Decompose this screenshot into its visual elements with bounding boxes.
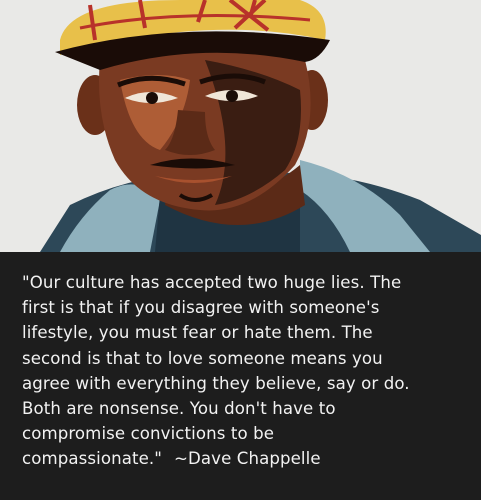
- quote-line-4: second is that to love someone means you: [22, 348, 383, 368]
- quote-line-8: [22, 446, 474, 471]
- quote-line-2: first is that if you disagree with someone's: [22, 298, 380, 318]
- quote-text: [22, 270, 474, 472]
- quote-line-6: Both are nonsense. You don't have to: [22, 399, 336, 419]
- quote-author: ~Dave Chappelle: [174, 449, 321, 469]
- quote-line-5: agree with everything they believe, say or do.: [22, 373, 410, 393]
- left-pupil: [146, 92, 158, 104]
- quote-line-8-text: compassionate.": [22, 449, 163, 469]
- quote-line-1: "Our culture has accepted two huge lies. The: [22, 273, 402, 292]
- right-pupil: [226, 90, 238, 102]
- quote-line-7: compromise convictions to be: [22, 424, 275, 444]
- quote-panel: [0, 252, 481, 500]
- quote-line-3: lifestyle, you must fear or hate them. The: [22, 323, 373, 343]
